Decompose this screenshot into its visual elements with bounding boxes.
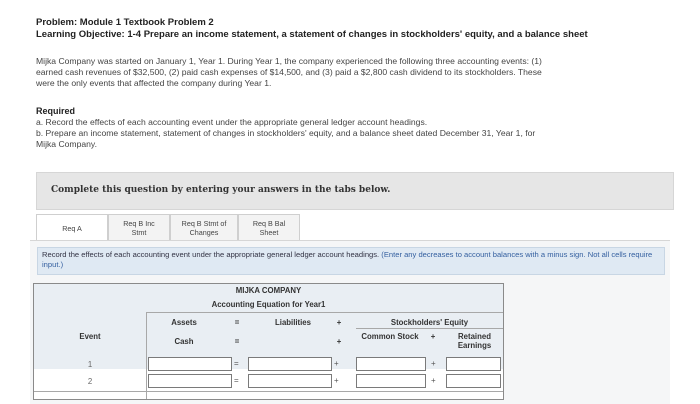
retained-earnings-input[interactable]	[446, 357, 501, 371]
plus-sign: +	[334, 376, 339, 385]
row-divider	[34, 391, 503, 392]
equity-heading: Stockholders' Equity	[390, 318, 469, 327]
plus-sign: +	[431, 359, 436, 368]
table-company-name: MIJKA COMPANY	[235, 286, 302, 295]
description-line: were the only events that affected the company during Year 1.	[36, 78, 272, 88]
common-stock-heading: Common Stock	[361, 332, 419, 341]
event-number: 2	[87, 377, 93, 386]
common-stock-input-field[interactable]	[357, 380, 425, 392]
cash-heading: Cash	[174, 337, 194, 346]
plus-sign: +	[336, 337, 342, 346]
description-line: earned cash revenues of $32,500, (2) paid cash expenses of $14,500, and (3) paid a $2,800 cash dividend to its stockholders. These	[36, 67, 542, 77]
accounting-equation-table	[33, 283, 504, 400]
requirement-b: b. Prepare an income statement, statement of changes in stockholders' equity, and a balance sheet dated December 31, Year 1, for	[36, 128, 536, 138]
header-rule	[146, 312, 503, 313]
requirements-list	[36, 117, 535, 150]
learning-objective: Learning Objective: 1-4 Prepare an income statement, a statement of changes in stockholders' equity, and a balance sheet	[36, 29, 588, 40]
equals-sign: =	[234, 376, 239, 385]
tab-label: Req B Stmt of Changes	[181, 219, 227, 237]
retained-earnings-input[interactable]	[446, 374, 501, 388]
instructions-box	[37, 247, 665, 275]
common-stock-input[interactable]	[356, 374, 426, 388]
common-stock-input[interactable]	[356, 357, 426, 371]
description-line: Mijka Company was started on January 1, Year 1. During Year 1, the company experienced the following three accounting events: (1)	[36, 56, 542, 66]
equals-sign: =	[234, 359, 239, 368]
cash-input[interactable]	[148, 374, 232, 388]
event-heading: Event	[79, 332, 101, 341]
liabilities-input-field[interactable]	[249, 380, 331, 392]
equals-sign: =	[234, 337, 240, 346]
question-instruction-box	[36, 172, 674, 210]
column-divider	[146, 312, 147, 399]
common-stock-input-field[interactable]	[357, 363, 425, 375]
instructions-hint: (Enter any decreases to account balances with a minus sign. Not all cells require input.)	[42, 250, 653, 269]
retained-earnings-input-field[interactable]	[447, 363, 500, 375]
liabilities-input-field[interactable]	[249, 363, 331, 375]
event-number: 1	[87, 360, 93, 369]
liabilities-input[interactable]	[248, 374, 332, 388]
liabilities-heading: Liabilities	[275, 318, 311, 327]
liabilities-input[interactable]	[248, 357, 332, 371]
requirement-a: a. Record the effects of each accounting event under the appropriate general ledger account headings.	[36, 117, 428, 127]
tab-req-b-inc-stmt[interactable]	[108, 214, 170, 242]
tab-req-a[interactable]	[36, 214, 108, 242]
question-instruction-text: Complete this question by entering your answers in the tabs below.	[51, 185, 391, 195]
problem-title: Problem: Module 1 Textbook Problem 2	[36, 17, 214, 28]
required-heading: Required	[36, 106, 76, 116]
tab-label: Req B Bal Sheet	[252, 219, 286, 237]
cash-input[interactable]	[148, 357, 232, 371]
problem-description	[36, 56, 542, 89]
equals-sign: =	[234, 318, 240, 327]
cash-input-field[interactable]	[149, 363, 231, 375]
tab-req-b-stmt-of-changes[interactable]	[170, 214, 238, 242]
table-subtitle: Accounting Equation for Year1	[211, 300, 326, 309]
cash-input-field[interactable]	[149, 380, 231, 392]
plus-sign: +	[430, 332, 436, 341]
plus-sign: +	[336, 318, 342, 327]
problem-header	[36, 17, 588, 41]
equity-rule	[356, 328, 503, 329]
instructions-text: Record the effects of each accounting event under the appropriate general ledger account headings.	[42, 250, 380, 259]
plus-sign: +	[431, 376, 436, 385]
plus-sign: +	[334, 359, 339, 368]
retained-earnings-heading: Retained Earnings	[457, 332, 492, 350]
requirement-b-cont: Mijka Company.	[36, 139, 97, 149]
tab-label: Req B Inc Stmt	[123, 219, 155, 237]
tab-req-b-bal-sheet[interactable]	[238, 214, 300, 242]
retained-earnings-input-field[interactable]	[447, 380, 500, 392]
tab-label: Req A	[62, 223, 82, 233]
assets-heading: Assets	[171, 318, 197, 327]
